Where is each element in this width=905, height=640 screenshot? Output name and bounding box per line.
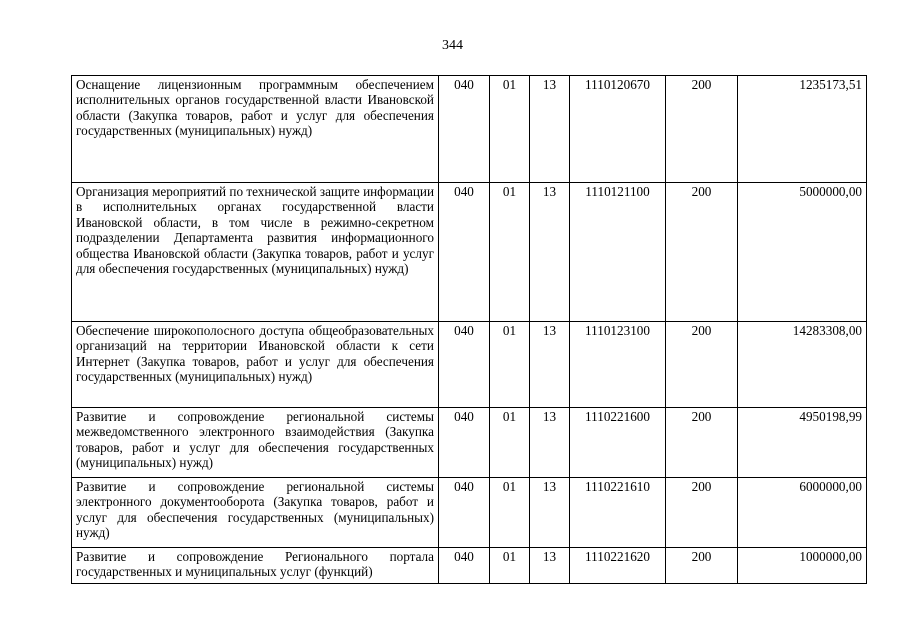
table-row — [72, 322, 867, 408]
row-description: Развитие и сопровождение региональной системы электронного документооборота (Закупка товаров, работ и услуг для обеспечения государственных (муниципальных) нужд) — [72, 478, 439, 548]
subsection-code: 13 — [530, 408, 570, 478]
subsection-code: 13 — [530, 183, 570, 322]
target-article: 1110221610 — [570, 478, 666, 548]
expense-type: 200 — [666, 76, 738, 183]
subsection-code: 13 — [530, 478, 570, 548]
target-article: 1110221620 — [570, 548, 666, 584]
page-number: 344 — [442, 38, 463, 53]
ministry-code: 040 — [439, 408, 490, 478]
target-article: 1110121100 — [570, 183, 666, 322]
section-code: 01 — [490, 478, 530, 548]
row-description: Оснащение лицензионным программным обеспечением исполнительных органов государственной власти Ивановской области (Закупка товаров, работ и услуг для обеспечения государственных (муниципальных) нужд) — [72, 76, 439, 183]
expense-type: 200 — [666, 183, 738, 322]
target-article: 1110120670 — [570, 76, 666, 183]
amount: 1000000,00 — [738, 548, 867, 584]
budget-table — [71, 75, 867, 584]
table-row — [72, 548, 867, 584]
section-code: 01 — [490, 408, 530, 478]
expense-type: 200 — [666, 408, 738, 478]
subsection-code: 13 — [530, 322, 570, 408]
table-row — [72, 408, 867, 478]
section-code: 01 — [490, 76, 530, 183]
table-row — [72, 478, 867, 548]
ministry-code: 040 — [439, 548, 490, 584]
expense-type: 200 — [666, 548, 738, 584]
row-description: Организация мероприятий по технической защите информации в исполнительных органах государственной власти Ивановской области, в том числе в режимно-секретном подразделении Департамента развития информационного общества Ивановской области (Закупка товаров, работ и услуг для обеспечения государственных (муниципальных) нужд) — [72, 183, 439, 322]
section-code: 01 — [490, 548, 530, 584]
amount: 5000000,00 — [738, 183, 867, 322]
amount: 1235173,51 — [738, 76, 867, 183]
subsection-code: 13 — [530, 548, 570, 584]
table-row — [72, 183, 867, 322]
table-row — [72, 76, 867, 183]
target-article: 1110221600 — [570, 408, 666, 478]
amount: 4950198,99 — [738, 408, 867, 478]
target-article: 1110123100 — [570, 322, 666, 408]
row-description: Обеспечение широкополосного доступа общеобразовательных организаций на территории Ивановской области к сети Интернет (Закупка товаров, работ и услуг для обеспечения государственных (муниципальных) нужд) — [72, 322, 439, 408]
subsection-code: 13 — [530, 76, 570, 183]
amount: 6000000,00 — [738, 478, 867, 548]
ministry-code: 040 — [439, 322, 490, 408]
section-code: 01 — [490, 183, 530, 322]
ministry-code: 040 — [439, 478, 490, 548]
ministry-code: 040 — [439, 76, 490, 183]
row-description: Развитие и сопровождение региональной системы межведомственного электронного взаимодействия (Закупка товаров, работ и услуг для обеспечения государственных (муниципальных) нужд) — [72, 408, 439, 478]
expense-type: 200 — [666, 322, 738, 408]
expense-type: 200 — [666, 478, 738, 548]
amount: 14283308,00 — [738, 322, 867, 408]
row-description: Развитие и сопровождение Регионального портала государственных и муниципальных услуг (функций) — [72, 548, 439, 584]
section-code: 01 — [490, 322, 530, 408]
ministry-code: 040 — [439, 183, 490, 322]
